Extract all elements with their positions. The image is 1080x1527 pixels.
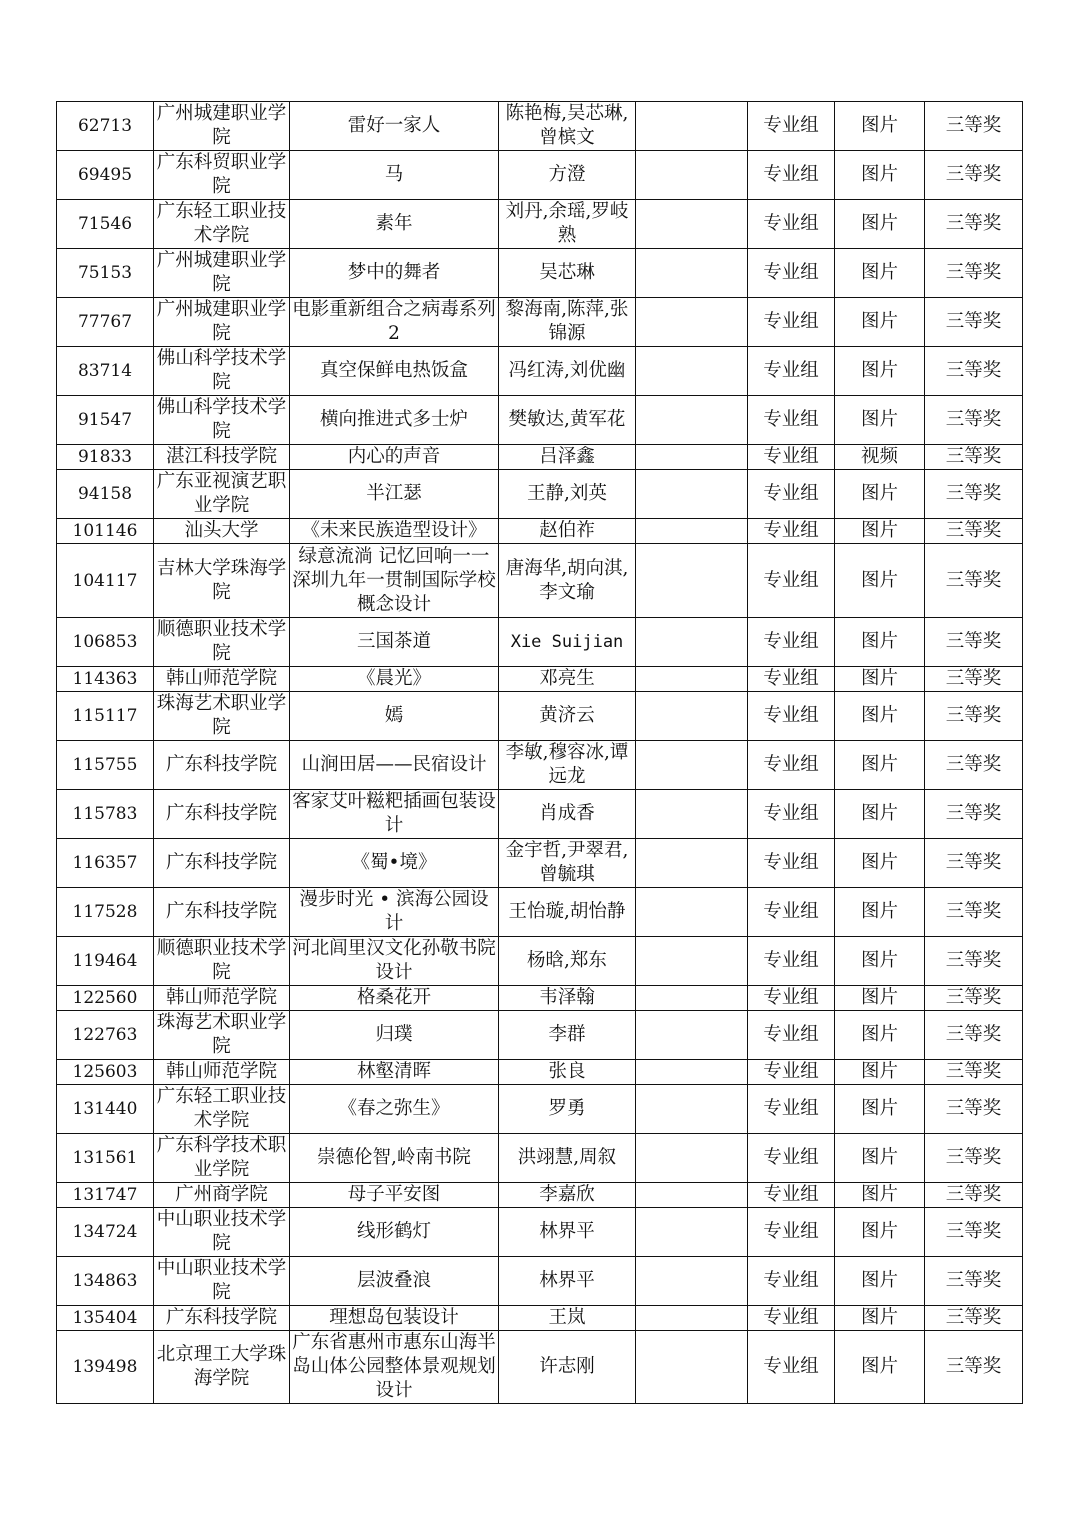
type-cell: 图片 (835, 1085, 925, 1134)
project-id-cell: 134863 (57, 1257, 154, 1306)
school-cell: 珠海艺术职业学院 (154, 692, 290, 741)
school-cell: 韩山师范学院 (154, 1060, 290, 1085)
work-title-cell: 绿意流淌 记忆回响一一深圳九年一贯制国际学校概念设计 (290, 544, 499, 618)
type-cell: 图片 (835, 151, 925, 200)
authors-cell: 金宇哲,尹翠君,曾毓琪 (499, 839, 636, 888)
table-row (57, 102, 1023, 151)
school-cell: 佛山科学技术学院 (154, 347, 290, 396)
note-cell (636, 347, 748, 396)
authors-cell: 李群 (499, 1011, 636, 1060)
school-cell: 广东科技学院 (154, 741, 290, 790)
award-cell: 三等奖 (925, 888, 1023, 937)
work-title-cell: 雷好一家人 (290, 102, 499, 151)
type-cell: 图片 (835, 470, 925, 519)
school-cell: 广州城建职业学院 (154, 298, 290, 347)
work-title-cell: 客家艾叶糍粑插画包装设计 (290, 790, 499, 839)
type-cell: 图片 (835, 1011, 925, 1060)
table-row (57, 839, 1023, 888)
note-cell (636, 1134, 748, 1183)
award-cell: 三等奖 (925, 1331, 1023, 1404)
type-cell: 图片 (835, 1134, 925, 1183)
authors-cell: 刘丹,余瑶,罗岐熟 (499, 200, 636, 249)
group-cell: 专业组 (748, 839, 835, 888)
group-cell: 专业组 (748, 1085, 835, 1134)
award-cell: 三等奖 (925, 1085, 1023, 1134)
school-cell: 中山职业技术学院 (154, 1257, 290, 1306)
school-cell: 广州城建职业学院 (154, 102, 290, 151)
type-cell: 图片 (835, 1060, 925, 1085)
note-cell (636, 102, 748, 151)
school-cell: 湛江科技学院 (154, 445, 290, 470)
authors-cell: 林界平 (499, 1208, 636, 1257)
note-cell (636, 937, 748, 986)
table-row (57, 1331, 1023, 1404)
authors-cell: 李敏,穆容冰,谭远龙 (499, 741, 636, 790)
group-cell: 专业组 (748, 692, 835, 741)
project-id-cell: 125603 (57, 1060, 154, 1085)
project-id-cell: 131747 (57, 1183, 154, 1208)
table-row (57, 986, 1023, 1011)
type-cell: 图片 (835, 888, 925, 937)
type-cell: 图片 (835, 1183, 925, 1208)
note-cell (636, 396, 748, 445)
type-cell: 图片 (835, 741, 925, 790)
table-row (57, 692, 1023, 741)
award-cell: 三等奖 (925, 1208, 1023, 1257)
type-cell: 图片 (835, 692, 925, 741)
award-cell: 三等奖 (925, 667, 1023, 692)
project-id-cell: 122560 (57, 986, 154, 1011)
work-title-cell: 林壑清晖 (290, 1060, 499, 1085)
note-cell (636, 888, 748, 937)
award-cell: 三等奖 (925, 741, 1023, 790)
work-title-cell: 山涧田居——民宿设计 (290, 741, 499, 790)
table-row (57, 298, 1023, 347)
group-cell: 专业组 (748, 986, 835, 1011)
group-cell: 专业组 (748, 790, 835, 839)
award-cell: 三等奖 (925, 1060, 1023, 1085)
table-row (57, 445, 1023, 470)
note-cell (636, 1183, 748, 1208)
authors-cell: 王怡璇,胡怡静 (499, 888, 636, 937)
group-cell: 专业组 (748, 1134, 835, 1183)
school-cell: 吉林大学珠海学院 (154, 544, 290, 618)
type-cell: 图片 (835, 1208, 925, 1257)
award-cell: 三等奖 (925, 1011, 1023, 1060)
project-id-cell: 115117 (57, 692, 154, 741)
group-cell: 专业组 (748, 1331, 835, 1404)
award-cell: 三等奖 (925, 1134, 1023, 1183)
table-row (57, 1134, 1023, 1183)
authors-cell: 吴芯琳 (499, 249, 636, 298)
table-row (57, 618, 1023, 667)
project-id-cell: 106853 (57, 618, 154, 667)
project-id-cell: 91547 (57, 396, 154, 445)
table-row (57, 151, 1023, 200)
work-title-cell: 嫣 (290, 692, 499, 741)
award-cell: 三等奖 (925, 298, 1023, 347)
table-row (57, 1208, 1023, 1257)
school-cell: 中山职业技术学院 (154, 1208, 290, 1257)
note-cell (636, 200, 748, 249)
note-cell (636, 544, 748, 618)
authors-cell: 洪翊慧,周叙 (499, 1134, 636, 1183)
note-cell (636, 741, 748, 790)
authors-cell: 韦泽翰 (499, 986, 636, 1011)
school-cell: 顺德职业技术学院 (154, 937, 290, 986)
authors-cell: 许志刚 (499, 1331, 636, 1404)
group-cell: 专业组 (748, 102, 835, 151)
work-title-cell: 广东省惠州市惠东山海半岛山体公园整体景观规划设计 (290, 1331, 499, 1404)
project-id-cell: 91833 (57, 445, 154, 470)
school-cell: 广东轻工职业技术学院 (154, 1085, 290, 1134)
work-title-cell: 《蜀•境》 (290, 839, 499, 888)
type-cell: 图片 (835, 347, 925, 396)
award-cell: 三等奖 (925, 839, 1023, 888)
group-cell: 专业组 (748, 1060, 835, 1085)
authors-cell: 唐海华,胡向淇,李文瑜 (499, 544, 636, 618)
work-title-cell: 崇德伦智,岭南书院 (290, 1134, 499, 1183)
type-cell: 图片 (835, 544, 925, 618)
type-cell: 图片 (835, 986, 925, 1011)
type-cell: 图片 (835, 249, 925, 298)
work-title-cell: 格桑花开 (290, 986, 499, 1011)
work-title-cell: 电影重新组合之病毒系列2 (290, 298, 499, 347)
authors-cell: 罗勇 (499, 1085, 636, 1134)
type-cell: 图片 (835, 1331, 925, 1404)
project-id-cell: 115755 (57, 741, 154, 790)
project-id-cell: 94158 (57, 470, 154, 519)
school-cell: 顺德职业技术学院 (154, 618, 290, 667)
table-row (57, 790, 1023, 839)
project-id-cell: 104117 (57, 544, 154, 618)
project-id-cell: 62713 (57, 102, 154, 151)
note-cell (636, 249, 748, 298)
table-row (57, 1060, 1023, 1085)
authors-cell: 王岚 (499, 1306, 636, 1331)
type-cell: 视频 (835, 445, 925, 470)
award-cell: 三等奖 (925, 986, 1023, 1011)
work-title-cell: 梦中的舞者 (290, 249, 499, 298)
work-title-cell: 马 (290, 151, 499, 200)
note-cell (636, 618, 748, 667)
project-id-cell: 75153 (57, 249, 154, 298)
award-cell: 三等奖 (925, 249, 1023, 298)
group-cell: 专业组 (748, 741, 835, 790)
award-cell: 三等奖 (925, 790, 1023, 839)
authors-cell: 赵伯祚 (499, 519, 636, 544)
authors-cell: 林界平 (499, 1257, 636, 1306)
school-cell: 珠海艺术职业学院 (154, 1011, 290, 1060)
note-cell (636, 1208, 748, 1257)
award-cell: 三等奖 (925, 519, 1023, 544)
project-id-cell: 116357 (57, 839, 154, 888)
table-row (57, 888, 1023, 937)
type-cell: 图片 (835, 790, 925, 839)
award-cell: 三等奖 (925, 470, 1023, 519)
type-cell: 图片 (835, 667, 925, 692)
group-cell: 专业组 (748, 1257, 835, 1306)
project-id-cell: 77767 (57, 298, 154, 347)
table-row (57, 396, 1023, 445)
work-title-cell: 母子平安图 (290, 1183, 499, 1208)
authors-cell: 邓亮生 (499, 667, 636, 692)
award-cell: 三等奖 (925, 445, 1023, 470)
school-cell: 佛山科学技术学院 (154, 396, 290, 445)
authors-cell: 樊敏达,黄军花 (499, 396, 636, 445)
school-cell: 广东科技学院 (154, 1306, 290, 1331)
project-id-cell: 69495 (57, 151, 154, 200)
group-cell: 专业组 (748, 618, 835, 667)
type-cell: 图片 (835, 839, 925, 888)
group-cell: 专业组 (748, 347, 835, 396)
authors-cell: 冯红涛,刘优幽 (499, 347, 636, 396)
award-cell: 三等奖 (925, 151, 1023, 200)
school-cell: 广东科技学院 (154, 790, 290, 839)
authors-cell: 方澄 (499, 151, 636, 200)
project-id-cell: 122763 (57, 1011, 154, 1060)
project-id-cell: 119464 (57, 937, 154, 986)
authors-cell: 黄济云 (499, 692, 636, 741)
group-cell: 专业组 (748, 1306, 835, 1331)
table-body (57, 102, 1023, 1404)
note-cell (636, 1060, 748, 1085)
note-cell (636, 298, 748, 347)
project-id-cell: 131440 (57, 1085, 154, 1134)
work-title-cell: 归璞 (290, 1011, 499, 1060)
group-cell: 专业组 (748, 151, 835, 200)
work-title-cell: 《春之弥生》 (290, 1085, 499, 1134)
table-row (57, 519, 1023, 544)
group-cell: 专业组 (748, 470, 835, 519)
type-cell: 图片 (835, 298, 925, 347)
note-cell (636, 1011, 748, 1060)
note-cell (636, 519, 748, 544)
note-cell (636, 790, 748, 839)
award-cell: 三等奖 (925, 200, 1023, 249)
group-cell: 专业组 (748, 1011, 835, 1060)
work-title-cell: 线形鹤灯 (290, 1208, 499, 1257)
group-cell: 专业组 (748, 396, 835, 445)
group-cell: 专业组 (748, 1208, 835, 1257)
authors-cell: 吕泽鑫 (499, 445, 636, 470)
note-cell (636, 1331, 748, 1404)
note-cell (636, 151, 748, 200)
project-id-cell: 71546 (57, 200, 154, 249)
table-row (57, 347, 1023, 396)
authors-cell: Xie Suijian (499, 618, 636, 667)
authors-cell: 张良 (499, 1060, 636, 1085)
school-cell: 广州商学院 (154, 1183, 290, 1208)
group-cell: 专业组 (748, 519, 835, 544)
school-cell: 广东轻工职业技术学院 (154, 200, 290, 249)
table-row (57, 667, 1023, 692)
work-title-cell: 层波叠浪 (290, 1257, 499, 1306)
table-row (57, 937, 1023, 986)
note-cell (636, 692, 748, 741)
type-cell: 图片 (835, 618, 925, 667)
work-title-cell: 横向推进式多士炉 (290, 396, 499, 445)
work-title-cell: 河北闾里汉文化孙敬书院设计 (290, 937, 499, 986)
project-id-cell: 115783 (57, 790, 154, 839)
table-row (57, 1085, 1023, 1134)
note-cell (636, 986, 748, 1011)
authors-cell: 李嘉欣 (499, 1183, 636, 1208)
project-id-cell: 131561 (57, 1134, 154, 1183)
award-cell: 三等奖 (925, 1183, 1023, 1208)
type-cell: 图片 (835, 519, 925, 544)
authors-cell: 肖成香 (499, 790, 636, 839)
table-row (57, 544, 1023, 618)
type-cell: 图片 (835, 937, 925, 986)
type-cell: 图片 (835, 1306, 925, 1331)
type-cell: 图片 (835, 396, 925, 445)
project-id-cell: 139498 (57, 1331, 154, 1404)
work-title-cell: 真空保鲜电热饭盒 (290, 347, 499, 396)
school-cell: 广州城建职业学院 (154, 249, 290, 298)
note-cell (636, 1306, 748, 1331)
table-row (57, 1183, 1023, 1208)
group-cell: 专业组 (748, 249, 835, 298)
authors-cell: 王静,刘英 (499, 470, 636, 519)
school-cell: 广东科技学院 (154, 888, 290, 937)
group-cell: 专业组 (748, 445, 835, 470)
work-title-cell: 三国茶道 (290, 618, 499, 667)
school-cell: 韩山师范学院 (154, 986, 290, 1011)
award-cell: 三等奖 (925, 1306, 1023, 1331)
table-row (57, 1257, 1023, 1306)
table-row (57, 741, 1023, 790)
group-cell: 专业组 (748, 937, 835, 986)
group-cell: 专业组 (748, 888, 835, 937)
award-cell: 三等奖 (925, 396, 1023, 445)
group-cell: 专业组 (748, 667, 835, 692)
award-cell: 三等奖 (925, 618, 1023, 667)
group-cell: 专业组 (748, 1183, 835, 1208)
project-id-cell: 83714 (57, 347, 154, 396)
table-row (57, 200, 1023, 249)
work-title-cell: 素年 (290, 200, 499, 249)
project-id-cell: 134724 (57, 1208, 154, 1257)
group-cell: 专业组 (748, 544, 835, 618)
note-cell (636, 667, 748, 692)
group-cell: 专业组 (748, 200, 835, 249)
work-title-cell: 理想岛包装设计 (290, 1306, 499, 1331)
note-cell (636, 445, 748, 470)
work-title-cell: 半江瑟 (290, 470, 499, 519)
school-cell: 汕头大学 (154, 519, 290, 544)
school-cell: 广东科学技术职业学院 (154, 1134, 290, 1183)
project-id-cell: 114363 (57, 667, 154, 692)
award-cell: 三等奖 (925, 102, 1023, 151)
school-cell: 广东科技学院 (154, 839, 290, 888)
work-title-cell: 内心的声音 (290, 445, 499, 470)
project-id-cell: 135404 (57, 1306, 154, 1331)
note-cell (636, 1085, 748, 1134)
award-cell: 三等奖 (925, 1257, 1023, 1306)
note-cell (636, 839, 748, 888)
group-cell: 专业组 (748, 298, 835, 347)
table-row (57, 249, 1023, 298)
school-cell: 广东科贸职业学院 (154, 151, 290, 200)
authors-cell: 陈艳梅,吴芯琳,曾槟文 (499, 102, 636, 151)
type-cell: 图片 (835, 1257, 925, 1306)
school-cell: 韩山师范学院 (154, 667, 290, 692)
award-cell: 三等奖 (925, 544, 1023, 618)
work-title-cell: 《晨光》 (290, 667, 499, 692)
award-cell: 三等奖 (925, 692, 1023, 741)
school-cell: 广东亚视演艺职业学院 (154, 470, 290, 519)
project-id-cell: 117528 (57, 888, 154, 937)
table-row (57, 1306, 1023, 1331)
note-cell (636, 1257, 748, 1306)
school-cell: 北京理工大学珠海学院 (154, 1331, 290, 1404)
authors-cell: 黎海南,陈萍,张锦源 (499, 298, 636, 347)
table-row (57, 470, 1023, 519)
authors-cell: 杨晗,郑东 (499, 937, 636, 986)
work-title-cell: 《未来民族造型设计》 (290, 519, 499, 544)
award-cell: 三等奖 (925, 347, 1023, 396)
award-results-table (56, 101, 1023, 1404)
award-cell: 三等奖 (925, 937, 1023, 986)
type-cell: 图片 (835, 200, 925, 249)
project-id-cell: 101146 (57, 519, 154, 544)
table-row (57, 1011, 1023, 1060)
type-cell: 图片 (835, 102, 925, 151)
work-title-cell: 漫步时光 • 滨海公园设计 (290, 888, 499, 937)
note-cell (636, 470, 748, 519)
